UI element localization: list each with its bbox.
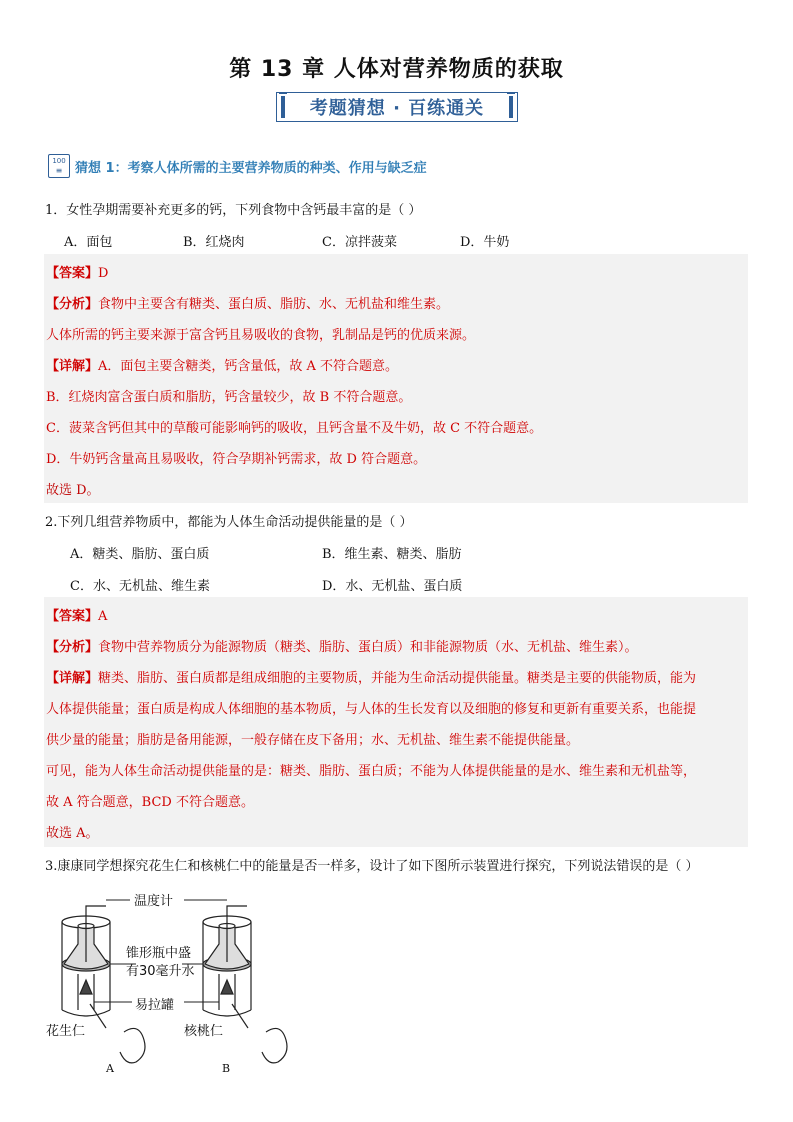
q2-answer-box: [44, 597, 748, 847]
question-2-stem: 2.下列几组营养物质中，都能为人体生命活动提供能量的是（ ）: [45, 515, 413, 530]
page-title: 第 13 章 人体对营养物质的获取: [229, 57, 564, 82]
question-3-stem: 3.康康同学想探究花生仁和核桃仁中的能量是否一样多，设计了如下图所示装置进行探究，下列说法错误的是（ ）: [45, 859, 699, 874]
q2-detail-line-5: 故 A 符合题意，BCD 不符合题意。: [46, 795, 254, 810]
q2-detail-line-4: 可见，能为人体生命活动提供能量的是：糖类、脂肪、蛋白质；不能为人体提供能量的是水、维生素和无机盐等，: [46, 764, 697, 779]
analysis-key: 【分析】: [46, 640, 99, 655]
q2-detail-line-3: 供少量的能量；脂肪是备用能源，一般存储在皮下备用；水、无机盐、维生素不能提供能量。: [46, 733, 580, 748]
q1-answer-line: [46, 262, 108, 281]
banner-text: 考题猜想 · 百练通关: [309, 98, 485, 119]
analysis-key: 【分析】: [46, 297, 99, 312]
q1-option-a: A．面包: [64, 235, 113, 250]
apparatus-drawing: [44, 882, 304, 1082]
q2-answer-line: [46, 605, 107, 624]
answer-value: D: [98, 266, 109, 281]
q2-detail-line: [46, 667, 696, 686]
question-1-stem: 1．女性孕期需要补充更多的钙，下列食物中含钙最丰富的是（ ）: [45, 203, 422, 218]
q1-option-d: D．牛奶: [460, 235, 510, 250]
label-a: A: [106, 1062, 114, 1075]
q1-choose: 故选 D。: [46, 483, 100, 498]
apparatus-b: [203, 906, 287, 1063]
banner-left-bar: [281, 96, 285, 118]
q2-analysis-line: [46, 636, 638, 655]
q2-option-c: C．水、无机盐、维生素: [70, 579, 210, 594]
label-can: 易拉罐: [135, 998, 175, 1013]
detail-text: 糖类、脂肪、蛋白质都是组成细胞的主要物质，并能为生命活动提供能量。糖类是主要的供能物质，能为: [98, 671, 697, 686]
analysis-text: 食物中主要含有糖类、蛋白质、脂肪、水、无机盐和维生素。: [98, 297, 450, 312]
detail-key: 【详解】: [46, 359, 99, 374]
label-b: B: [222, 1062, 231, 1075]
section-heading: [48, 154, 427, 178]
section-label: 猜想 1：考察人体所需的主要营养物质的种类、作用与缺乏症: [75, 160, 427, 176]
experiment-figure: [44, 882, 304, 1082]
answer-key: 【答案】: [46, 609, 99, 624]
q1-detail-c: C．菠菜含钙但其中的草酸可能影响钙的吸收，且钙含量不及牛奶，故 C 不符合题意。: [46, 421, 543, 436]
q1-detail-b: B．红烧肉富含蛋白质和脂肪，钙含量较少，故 B 不符合题意。: [46, 390, 412, 405]
q1-option-b: B．红烧肉: [183, 235, 245, 250]
answer-key: 【答案】: [46, 266, 99, 281]
label-thermometer: 温度计: [134, 894, 174, 909]
q1-answer-box: [44, 254, 748, 503]
q2-detail-line-2: 人体提供能量；蛋白质是构成人体细胞的基本物质，与人体的生长发育以及细胞的修复和更新有重要关系，也能提: [46, 702, 697, 717]
banner-right-bar: [509, 96, 513, 118]
q2-option-d: D．水、无机盐、蛋白质: [322, 579, 463, 594]
answer-value: A: [98, 609, 108, 624]
q1-detail-line: [46, 355, 398, 374]
label-flask-line-1: 锥形瓶中盛: [126, 946, 192, 961]
analysis-text: 食物中营养物质分为能源物质（糖类、脂肪、蛋白质）和非能源物质（水、无机盐、维生素）。: [98, 640, 638, 655]
label-walnut: 核桃仁: [184, 1024, 224, 1039]
q1-detail-d: D．牛奶钙含量高且易吸收，符合孕期补钙需求，故 D 符合题意。: [46, 452, 427, 467]
apparatus-a: [62, 906, 145, 1063]
label-peanut: 花生仁: [46, 1024, 86, 1039]
checklist-icon: 100 ≡: [48, 154, 70, 178]
q1-analysis-line-2: 人体所需的钙主要来源于富含钙且易吸收的食物，乳制品是钙的优质来源。: [46, 328, 476, 343]
banner: [276, 92, 518, 122]
checklist-icon-text: 100: [52, 157, 66, 165]
detail-text: A．面包主要含糖类，钙含量低，故 A 不符合题意。: [98, 359, 399, 374]
q2-option-b: B．维生素、糖类、脂肪: [322, 547, 462, 562]
q1-option-c: C．凉拌菠菜: [322, 235, 397, 250]
q1-analysis-line: [46, 293, 449, 312]
q2-choose: 故选 A。: [46, 826, 99, 841]
q2-option-a: A．糖类、脂肪、蛋白质: [70, 547, 210, 562]
detail-key: 【详解】: [46, 671, 99, 686]
label-flask-line-2: 有30毫升水: [126, 964, 195, 979]
